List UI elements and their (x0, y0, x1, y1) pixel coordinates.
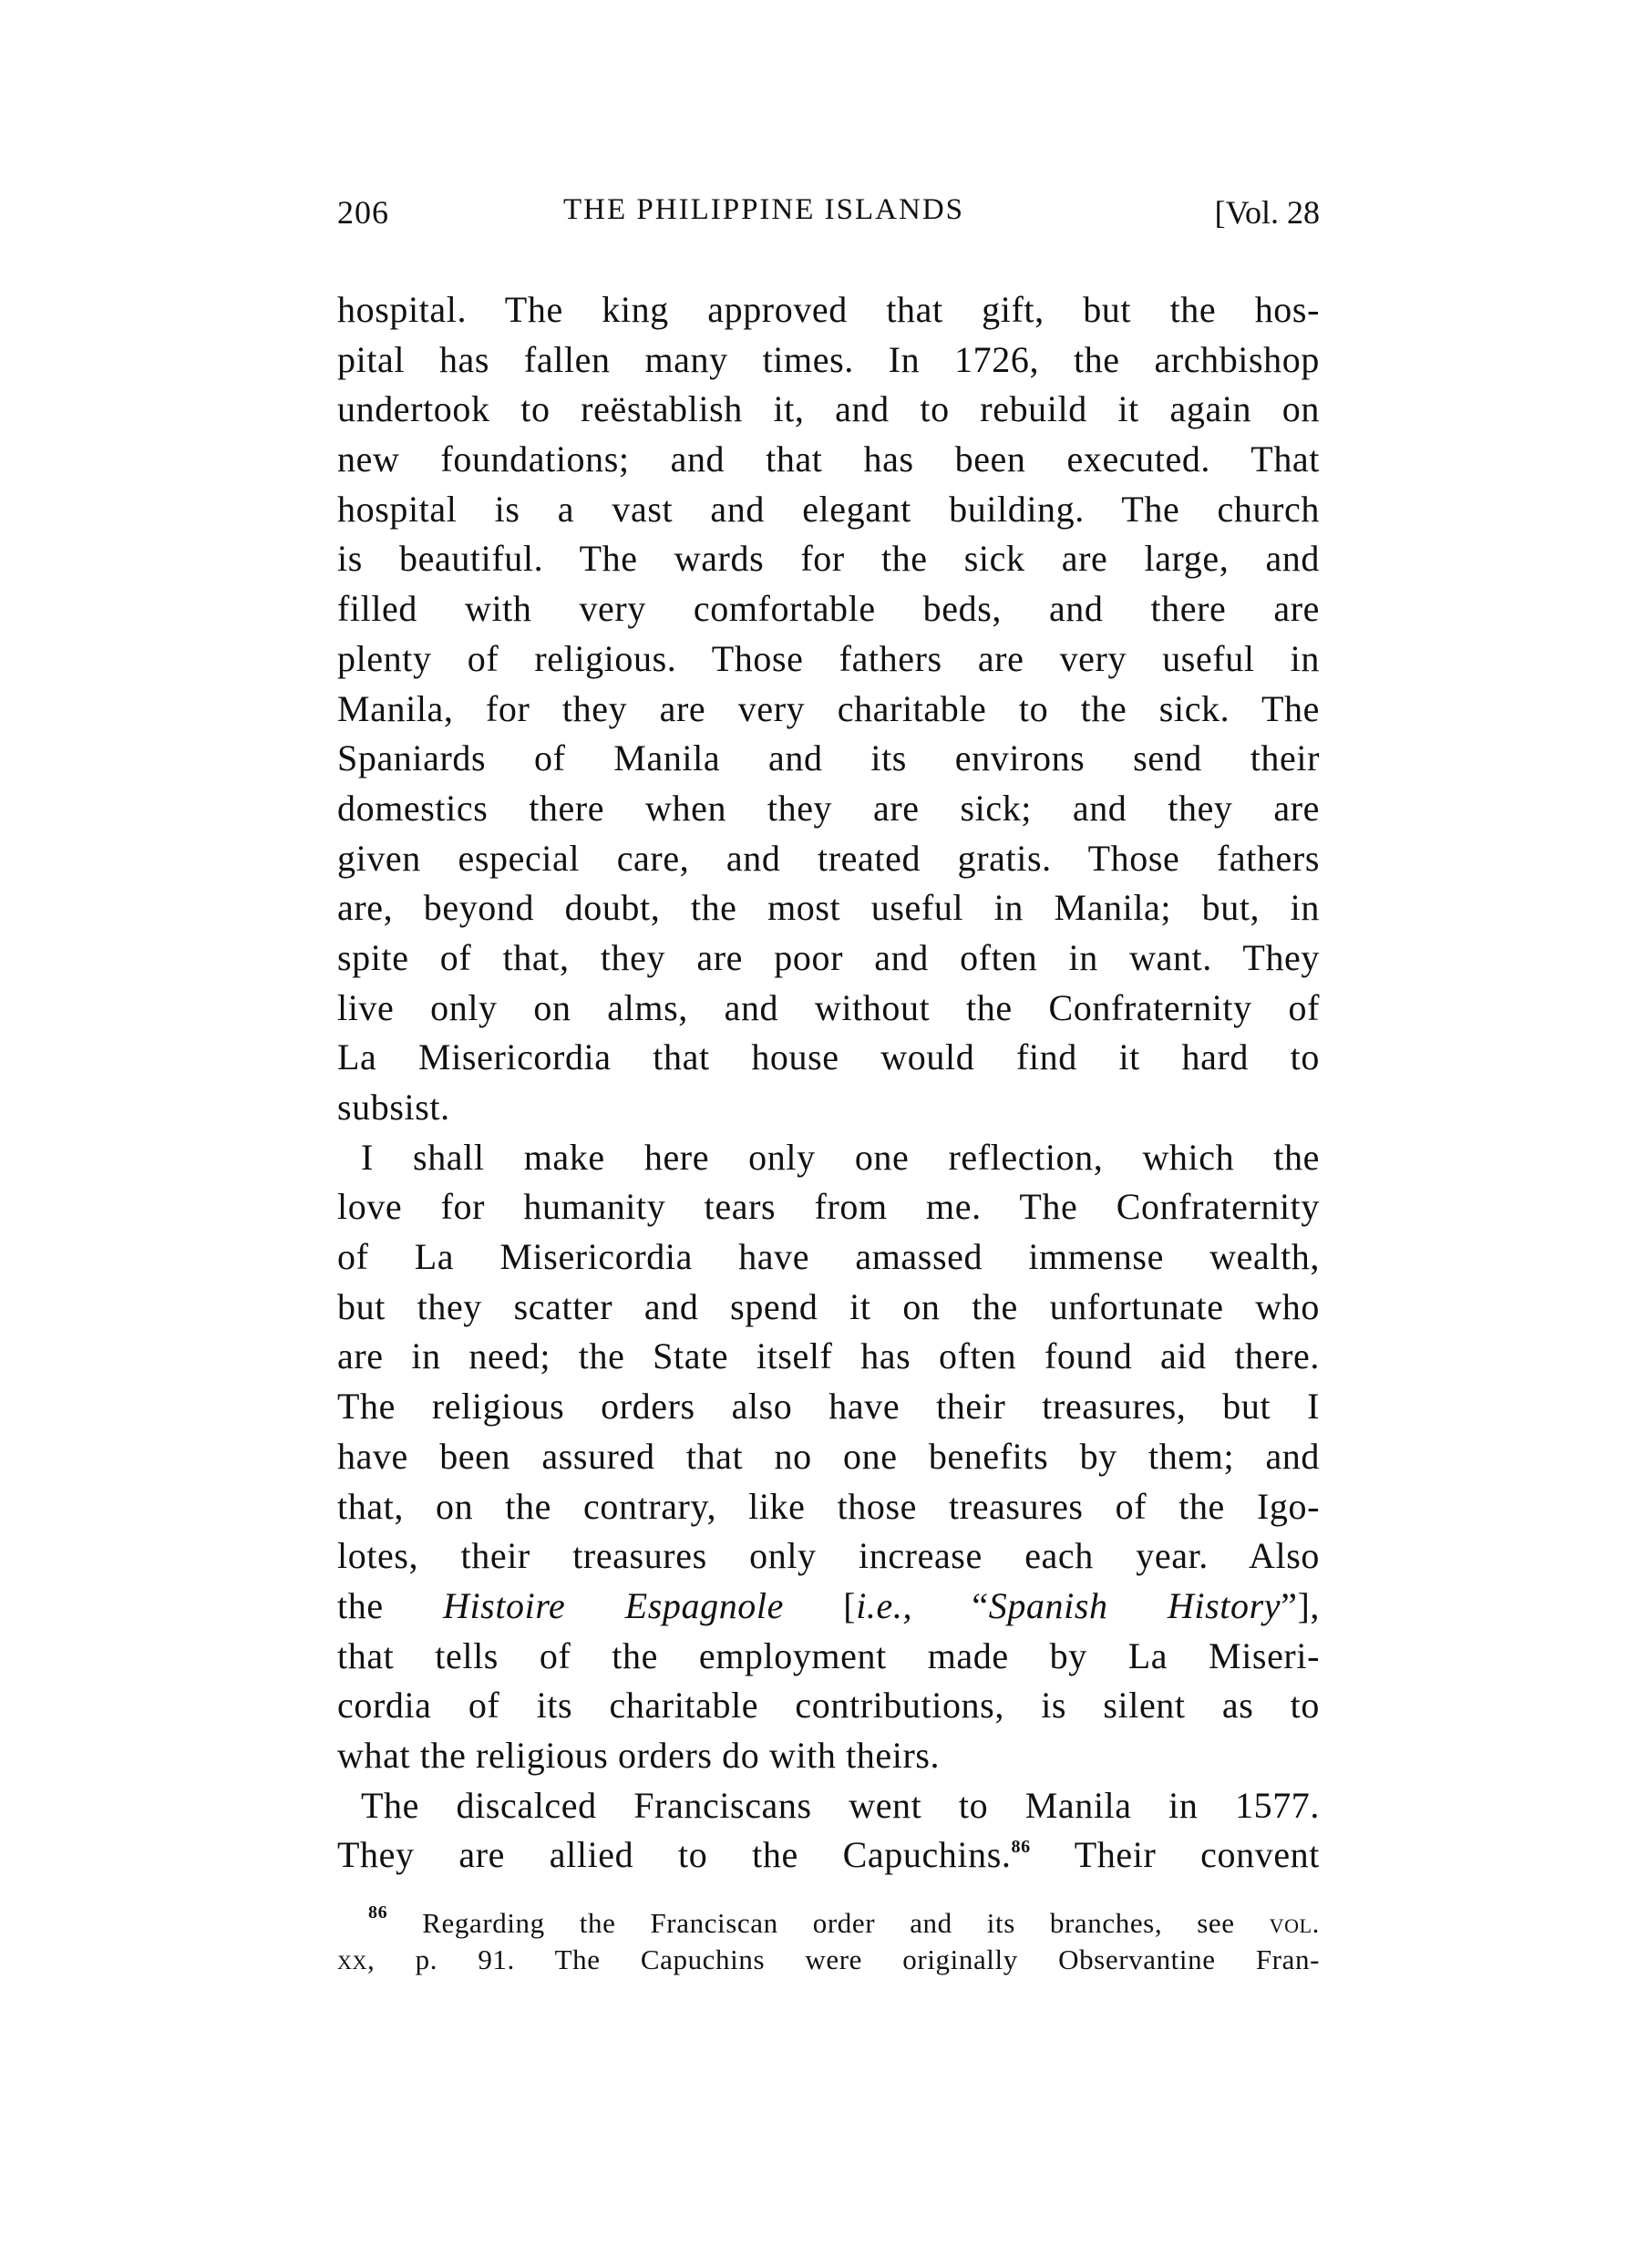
small-caps-run: vol. (1269, 1907, 1320, 1939)
text-run: Their convent (1030, 1834, 1320, 1876)
text-line: hospital is a vast and elegant building. The church (337, 488, 1320, 530)
text-line-with-italics (337, 1582, 1320, 1632)
paragraph-start-line: The discalced Franciscans went to Manila in 1577. (361, 1784, 1320, 1826)
page-number: 206 (337, 194, 389, 231)
footnote-line (337, 1942, 1320, 1978)
text-line: but they scatter and spend it on the unfortunate who (337, 1285, 1320, 1327)
text-line: spite of that, they are poor and often in want. They (337, 936, 1320, 978)
text-line: live only on alms, and without the Confraternity of (337, 986, 1320, 1028)
text-line: hospital. The king approved that gift, but the hos- (337, 289, 1320, 330)
text-run: ”], (1281, 1584, 1320, 1626)
text-line: that tells of the employment made by La Miseri- (337, 1634, 1320, 1676)
text-line: lotes, their treasures only increase each year. Also (337, 1535, 1320, 1577)
text-line: undertook to reëstablish it, and to rebuild it again on (337, 388, 1320, 430)
small-caps-run: xx (337, 1943, 367, 1975)
text-line: given especial care, and treated gratis. Those fathers (337, 837, 1320, 879)
footnotes (337, 1902, 1320, 1978)
text-line: what the religious orders do with theirs. (337, 1734, 941, 1776)
running-head (337, 193, 1320, 239)
body-text (337, 285, 1320, 1881)
volume-label: [Vol. 28 (1214, 194, 1320, 231)
footnote-reference[interactable]: 86 (1011, 1837, 1031, 1858)
text-line-with-footnote (337, 1830, 1320, 1881)
text-line: have been assured that no one benefits by them; and (337, 1435, 1320, 1477)
text-run: the (337, 1584, 443, 1626)
text-line: cordia of its charitable contributions, is silent as to (337, 1685, 1320, 1727)
text-line: subsist. (337, 1087, 450, 1128)
text-line: are in need; the State itself has often found aid there. (337, 1335, 1320, 1377)
footnote-line (337, 1902, 1320, 1942)
text-line: love for humanity tears from me. The Confraternity (337, 1186, 1320, 1228)
text-line: Manila, for they are very charitable to the sick. The (337, 687, 1320, 729)
text-line: La Misericordia that house would find it hard to (337, 1036, 1320, 1078)
text-run: They are allied to the Capuchins. (337, 1834, 1012, 1876)
text-run: , p. 91. The Capuchins were originally Observantine Fran- (366, 1943, 1320, 1975)
footnote-marker: 86 (368, 1902, 388, 1923)
italic-translation: Spanish History (988, 1584, 1281, 1626)
text-line: plenty of religious. Those fathers are very useful in (337, 637, 1320, 679)
text-line: is beautiful. The wards for the sick are large, and (337, 538, 1320, 580)
text-line: of La Misericordia have amassed immense wealth, (337, 1236, 1320, 1278)
text-line: The religious orders also have their treasures, but I (337, 1386, 1320, 1428)
text-run: Regarding the Franciscan order and its branches, see (387, 1907, 1270, 1939)
text-line: Spaniards of Manila and its environs send their (337, 737, 1320, 779)
text-line: new foundations; and that has been executed. That (337, 438, 1320, 480)
book-title: THE PHILIPPINE ISLANDS (563, 193, 964, 226)
paragraph-start-line: I shall make here only one reflection, which the (361, 1136, 1320, 1178)
text-line: pital has fallen many times. In 1726, the archbishop (337, 338, 1320, 380)
text-line: filled with very comfortable beds, and there are (337, 588, 1320, 630)
text-line: domestics there when they are sick; and they are (337, 787, 1320, 829)
italic-abbrev: i.e., (856, 1584, 913, 1626)
text-line: that, on the contrary, like those treasures of the Igo- (337, 1485, 1320, 1527)
text-line: are, beyond doubt, the most useful in Manila; but, in (337, 887, 1320, 929)
text-run: “ (912, 1584, 989, 1626)
italic-title: Histoire Espagnole (442, 1584, 784, 1626)
text-run: [ (783, 1584, 857, 1626)
